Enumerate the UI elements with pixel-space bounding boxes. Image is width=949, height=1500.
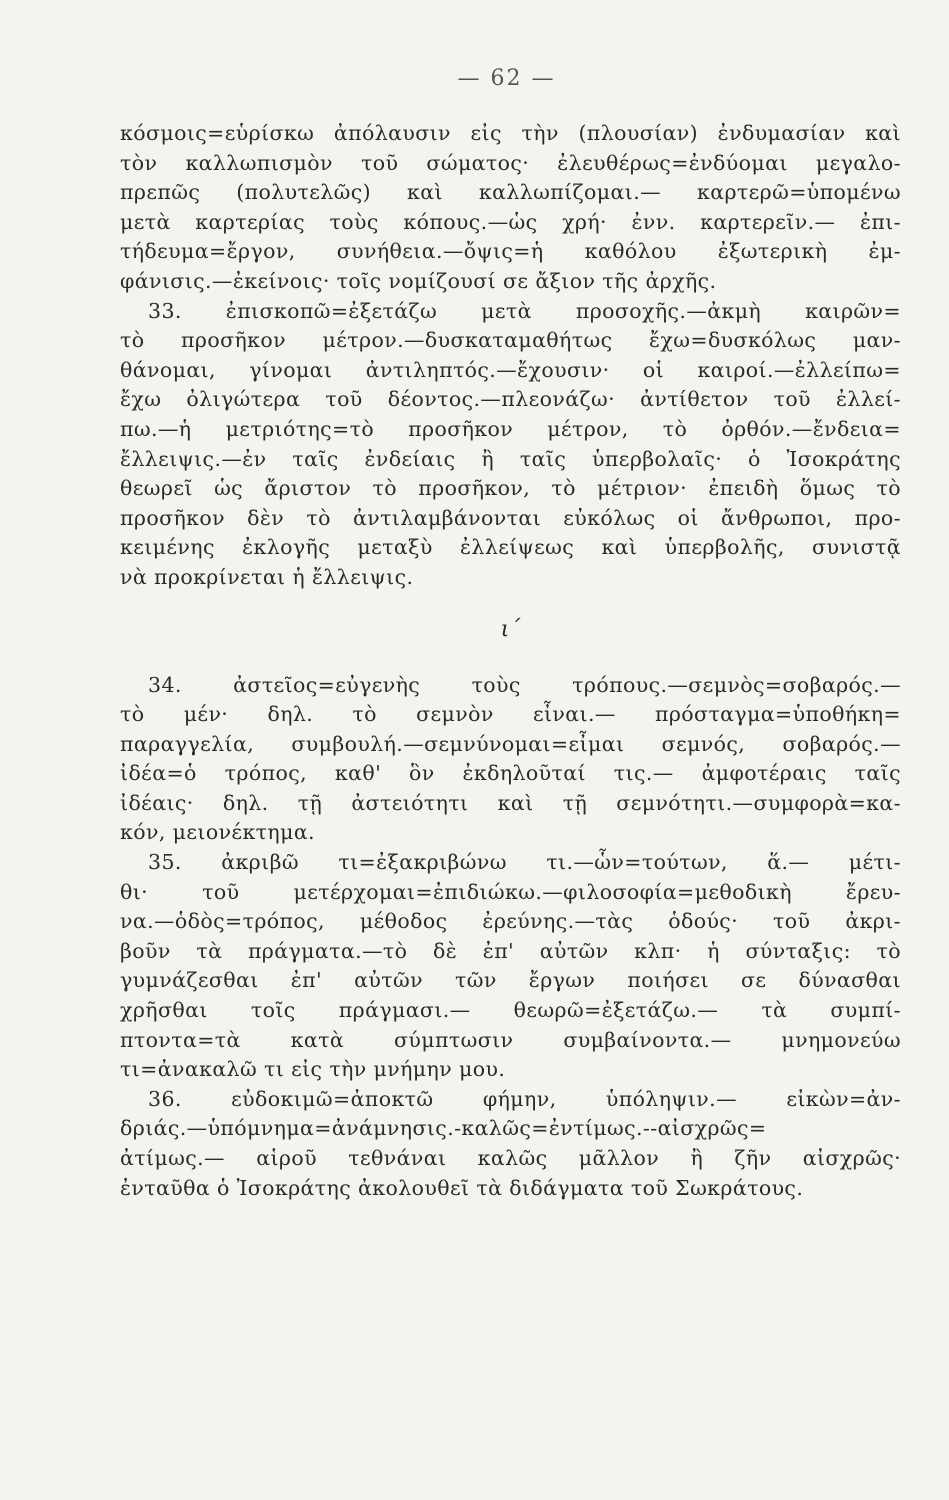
paragraph-35 [120,848,901,1085]
text-line: θεωρεῖ ὡς ἄριστον τὸ προσῆκον, τὸ μέτριον· ἐπειδὴ ὅμως τὸ [120,476,901,501]
text-line: χρῆσθαι τοῖς πράγμασι.— θεωρῶ=ἐξετάζω.— τὰ συμπί- [120,998,901,1023]
text-line: παραγγελία, συμβουλή.—σεμνύνομαι=εἶμαι σεμνός, σοβαρός.— [120,731,901,756]
text-line: τὸν καλλωπισμὸν τοῦ σώματος· ἐλευθέρως=ἐνδύομαι μεγαλο- [120,150,901,175]
text-line: θάνομαι, γίνομαι ἀντιληπτός.—ἔχουσιν· οἱ καιροί.—ἐλλείπω= [120,357,901,382]
text-line: προσῆκον δὲν τὸ ἀντιλαμβάνονται εὐκόλως οἱ ἄνθρωποι, προ- [120,505,901,530]
text-line: φάνισις.—ἐκείνοις· τοῖς νομίζουσί σε ἄξιον τῆς ἀρχῆς. [120,268,717,293]
text-line: μετὰ καρτερίας τοὺς κόπους.—ὡς χρή· ἐνν. καρτερεῖν.— ἐπι- [120,209,901,234]
text-line: ἰδέαις· δηλ. τῇ ἀστειότητι καὶ τῇ σεμνότητι.—συμφορὰ=κα- [120,790,901,815]
text-line: να.—ὁδὸς=τρόπος, μέθοδος ἐρεύνης.—τὰς ὁδούς· τοῦ ἀκρι- [120,909,901,934]
text-line: 33. ἐπισκοπῶ=ἐξετάζω μετὰ προσοχῆς.—ἀκμὴ καιρῶν= [148,298,901,323]
text-line: κόν, μειονέκτημα. [120,820,315,845]
text-line: κόσμοις=εὑρίσκω ἀπόλαυσιν εἰς τὴν (πλουσίαν) ἐνδυμασίαν καὶ [120,121,901,145]
text-line: δριάς.—ὑπόμνημα=ἀνάμνησις.-καλῶς=ἐντίμως.--αἰσχρῶς= [120,1116,767,1141]
paragraph-34 [120,671,901,849]
text-line: τὸ προσῆκον μέτρον.—δυσκαταμαθήτως ἔχω=δυσκόλως μαν- [120,328,901,353]
text-line: γυμνάζεσθαι ἐπ' αὐτῶν τῶν ἔργων ποιήσει σε δύνασθαι [120,968,901,993]
paragraph-33 [120,297,901,593]
text-line: 35. ἀκριβῶ τι=ἐξακριβώνω τι.—ὧν=τούτων, ἅ.— μέτι- [148,850,901,875]
text-line: 34. ἀστεῖος=εὐγενὴς τοὺς τρόπους.—σεμνὸς=σοβαρός.— [148,672,901,697]
section-mark: ι΄ [500,616,521,642]
text-line: θι· τοῦ μετέρχομαι=ἐπιδιώκω.—φιλοσοφία=μεθοδικὴ ἔρευ- [120,879,901,904]
paragraph-block-continuation [120,119,901,297]
text-line: ἀτίμως.— αἱροῦ τεθνάναι καλῶς μᾶλλον ἢ ζῆν αἰσχρῶς· [120,1146,901,1170]
text-line: ἰδέα=ὁ τρόπος, καθ' ὃν ἐκδηλοῦταί τις.— ἀμφοτέραις ταῖς [120,761,901,786]
text-line: ἐνταῦθα ὁ Ἰσοκράτης ἀκολουθεῖ τὰ διδάγματα τοῦ Σωκράτους. [120,1175,804,1200]
text-line: ἔλλειψις.—ἐν ταῖς ἐνδείαις ἢ ταῖς ὑπερβολαῖς· ὁ Ἰσοκράτης [120,446,901,471]
text-line: τι=ἀνακαλῶ τι εἰς τὴν μνήμην μου. [120,1057,506,1082]
text-line: βοῦν τὰ πράγματα.—τὸ δὲ ἐπ' αὐτῶν κλπ· ἡ σύνταξις: τὸ [120,938,901,963]
paragraph-36 [120,1085,901,1203]
text-line: 36. εὐδοκιμῶ=ἀποκτῶ φήμην, ὑπόληψιν.— εἰκὼν=ἀν- [148,1086,901,1111]
text-line: τὸ μέν· δηλ. τὸ σεμνὸν εἶναι.— πρόσταγμα=ὑποθήκη= [120,702,901,727]
page-number: — 62 — [457,66,556,91]
text-line: πω.—ἡ μετριότης=τὸ προσῆκον μέτρον, τὸ ὀρθόν.—ἔνδεια= [120,416,901,441]
text-line: ἔχω ὀλιγώτερα τοῦ δέοντος.—πλεονάζω· ἀντίθετον τοῦ ἐλλεί- [120,387,901,412]
text-line: πτοντα=τὰ κατὰ σύμπτωσιν συμβαίνοντα.— μνημονεύω [120,1027,901,1052]
text-line: πρεπῶς (πολυτελῶς) καὶ καλλωπίζομαι.— καρτερῶ=ὑπομένω [120,180,901,205]
text-line: τήδευμα=ἔργον, συνήθεια.—ὄψις=ἡ καθόλου ἐξωτερικὴ ἐμ- [120,239,901,264]
text-line: νὰ προκρίνεται ἡ ἔλλειψις. [120,564,414,589]
text-line: κειμένης ἐκλογῆς μεταξὺ ἐλλείψεως καὶ ὑπερβολῆς, συνιστᾷ [120,535,901,560]
